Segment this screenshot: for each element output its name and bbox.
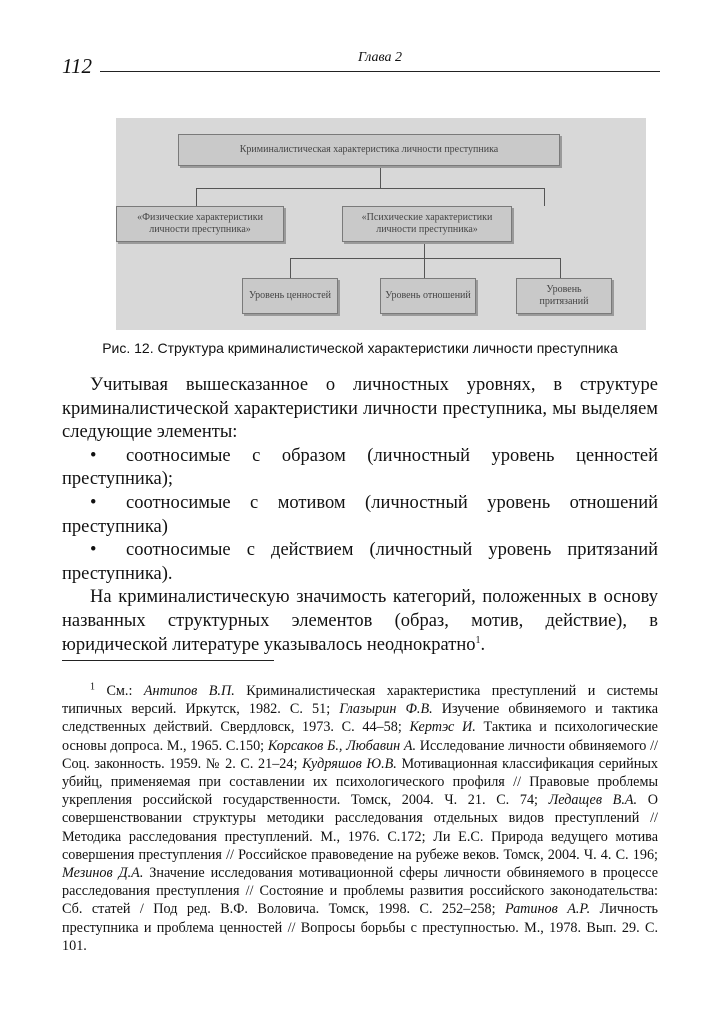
diagram-level-box: Уровень притязаний — [516, 278, 612, 314]
footnote-author: Антипов В.П. — [143, 683, 235, 699]
paragraph-text: На криминалистическую значимость категорий, положенных в основу названных структурных элементов (образ, мотив, действие), в юридической литературе указывалось неоднократно — [62, 587, 658, 655]
footnote-segment: Значение исследования мотивационной сферы личности обвиняемого в процессе расследования преступления // Состояние и проблемы развития российского законодательства: Сб. статей / Под ред. В.Ф. Воловича. Томск, 1998. С. 252–258; — [62, 865, 658, 918]
footnote-author: Ледащев В.А. — [548, 792, 638, 809]
connector-line — [290, 258, 560, 259]
footnote — [62, 682, 658, 955]
connector-line — [424, 242, 425, 258]
footnote-author: Мезинов Д.А. — [62, 865, 144, 882]
bullet-mark: • — [90, 492, 97, 513]
connector-line — [424, 258, 425, 278]
diagram-physical-box: «Физические характеристики личности преступника» — [116, 206, 284, 242]
connector-line — [196, 188, 197, 206]
list-item — [62, 445, 658, 492]
list-item — [62, 492, 658, 539]
connector-line — [290, 258, 291, 278]
connector-line — [544, 188, 545, 206]
diagram-level-box: Уровень ценностей — [242, 278, 338, 314]
diagram-top-box: Криминалистическая характеристика личности преступника — [178, 134, 560, 166]
paragraph: Учитывая вышесказанное о личностных уровнях, в структуре криминалистической характеристики личности преступника, мы выделяем следующие элементы: — [62, 375, 658, 443]
footnote-segment: О совершенствовании структуры методики расследования отдельных видов преступлений // Методика расследования преступлений. М., 1976. С.172; Ли Е.С. Природа ведущего мотива совершения преступления // Российское правоведение на рубеже веков. Томск, 2004. Ч. 4. С. 196; — [62, 792, 658, 863]
connector-line — [380, 166, 381, 188]
connector-line — [560, 258, 561, 278]
footnote-text — [62, 683, 658, 954]
footnote-segment: Тактика и психологические основы допроса. М., 1965. С.150; — [62, 719, 658, 754]
body-text — [62, 374, 658, 657]
list-item — [62, 539, 658, 586]
structure-diagram — [116, 118, 646, 330]
footnote-segment: Мотивационная классификация серийных убийц, применяемая при составлении их психологического профиля // Правовые проблемы укрепления российской государственности. Томск, 2004. Ч. 21. С. 74; — [62, 755, 658, 809]
footnote-author: Ратинов А.Р. — [504, 901, 591, 918]
bullet-mark: • — [90, 540, 97, 561]
footnote-segment: Исследование личности обвиняемого // Соц. законность. 1959. № 2. С. 21–24; — [62, 737, 658, 772]
footnote-author: Кудряшов Ю.В. — [302, 755, 397, 772]
page-number: 112 — [62, 54, 92, 78]
footnote-segment: Изучение обвиняемого и тактика следственных действий. Свердловск, 1973. С. 44–58; — [62, 701, 658, 736]
figure-caption: Рис. 12. Структура криминалистической характеристики личности преступника — [102, 340, 618, 356]
list-item-text: соотносимые с действием (личностный уровень притязаний преступника). — [62, 540, 658, 584]
list-item-text: соотносимые с образом (личностный уровень ценностей преступника); — [62, 445, 658, 490]
footnote-author: Глазырин Ф.В. — [339, 701, 433, 718]
footnote-rule — [62, 660, 274, 661]
footnote-author: Кертэс И. — [409, 719, 476, 736]
footnote-segment: Криминалистическая характеристика преступлений и системы типичных версий. Иркутск, 1982. С. 51; — [62, 683, 658, 718]
diagram-level-box: Уровень отношений — [380, 278, 476, 314]
diagram-psychic-box: «Психические характеристики личности преступника» — [342, 206, 512, 242]
bullet-mark: • — [90, 445, 97, 466]
list-item-text: соотносимые с мотивом (личностный уровень отношений преступника) — [62, 492, 658, 537]
footnote-author: Корсаков Б., Любавин А. — [267, 737, 417, 754]
footnote-reference: 1 — [475, 634, 481, 646]
footnote-paragraph — [62, 682, 658, 955]
paragraph: На криминалистическую значимость категорий, положенных в основу названных структурных элементов (образ, мотив, действие), в юридической литературе указывалось неоднократно$^1$. — [62, 587, 658, 655]
footnote-segment: Личность преступника и проблема ценностей // Вопросы борьбы с преступностью. М., 1978. Вып. 29. С. 101. — [62, 901, 659, 954]
running-head: Глава 2 — [358, 50, 402, 65]
connector-line — [196, 188, 544, 189]
footnote-segment: См.: — [106, 683, 144, 699]
footnote-mark: 1 — [90, 681, 95, 693]
header-rule — [100, 71, 660, 72]
